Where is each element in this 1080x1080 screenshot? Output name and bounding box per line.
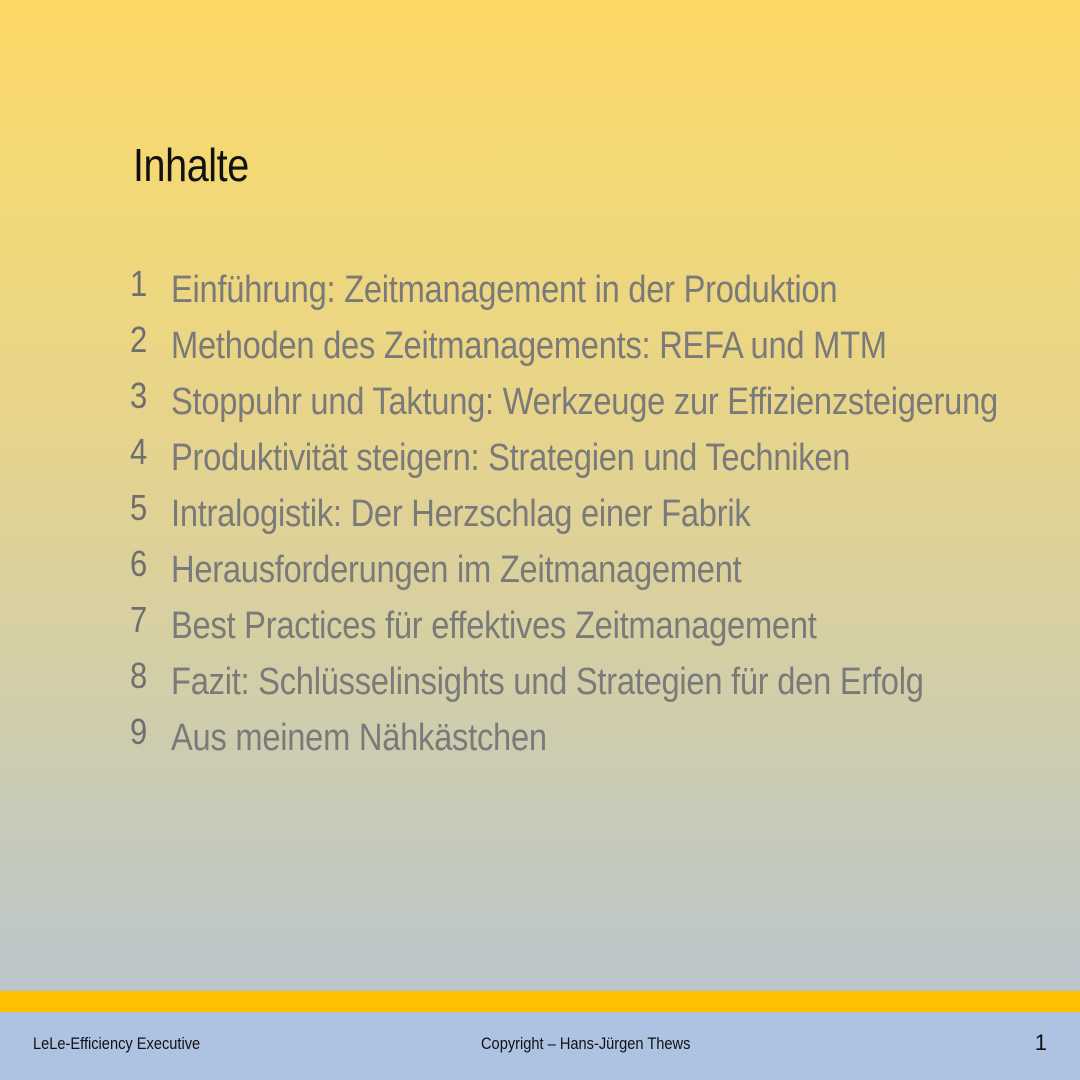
list-item-number: 7 bbox=[130, 599, 148, 640]
footer-copyright: Copyright – Hans-Jürgen Thews bbox=[481, 1034, 691, 1053]
list-item-number: 3 bbox=[130, 375, 148, 416]
list-item-number: 4 bbox=[130, 431, 148, 472]
list-item-label: Best Practices für effektives Zeitmanagement bbox=[171, 605, 817, 647]
footer bbox=[0, 1012, 1080, 1080]
list-item-number: 9 bbox=[130, 711, 148, 752]
page-title: Inhalte bbox=[133, 139, 249, 191]
accent-bar bbox=[0, 991, 1080, 1012]
list-item-label: Intralogistik: Der Herzschlag einer Fabrik bbox=[171, 493, 751, 535]
list-item-number: 2 bbox=[130, 319, 148, 360]
list-item-number: 8 bbox=[130, 655, 148, 696]
list-item-label: Herausforderungen im Zeitmanagement bbox=[171, 549, 742, 591]
list-item-label: Fazit: Schlüsselinsights und Strategien für den Erfolg bbox=[171, 661, 924, 703]
footer-presentation-name: LeLe-Efficiency Executive bbox=[33, 1034, 201, 1053]
page-number: 1 bbox=[1034, 1030, 1047, 1055]
list-item-label: Produktivität steigern: Strategien und Techniken bbox=[171, 437, 851, 479]
list-item-label: Stoppuhr und Taktung: Werkzeuge zur Effizienzsteigerung bbox=[171, 381, 998, 423]
list-item-number: 1 bbox=[130, 263, 148, 304]
list-item-label: Aus meinem Nähkästchen bbox=[171, 717, 547, 759]
list-item-number: 6 bbox=[130, 543, 148, 584]
list-item-label: Methoden des Zeitmanagements: REFA und MTM bbox=[171, 325, 887, 367]
list-item-number: 5 bbox=[130, 487, 148, 528]
list-item-label: Einführung: Zeitmanagement in der Produktion bbox=[171, 269, 838, 311]
